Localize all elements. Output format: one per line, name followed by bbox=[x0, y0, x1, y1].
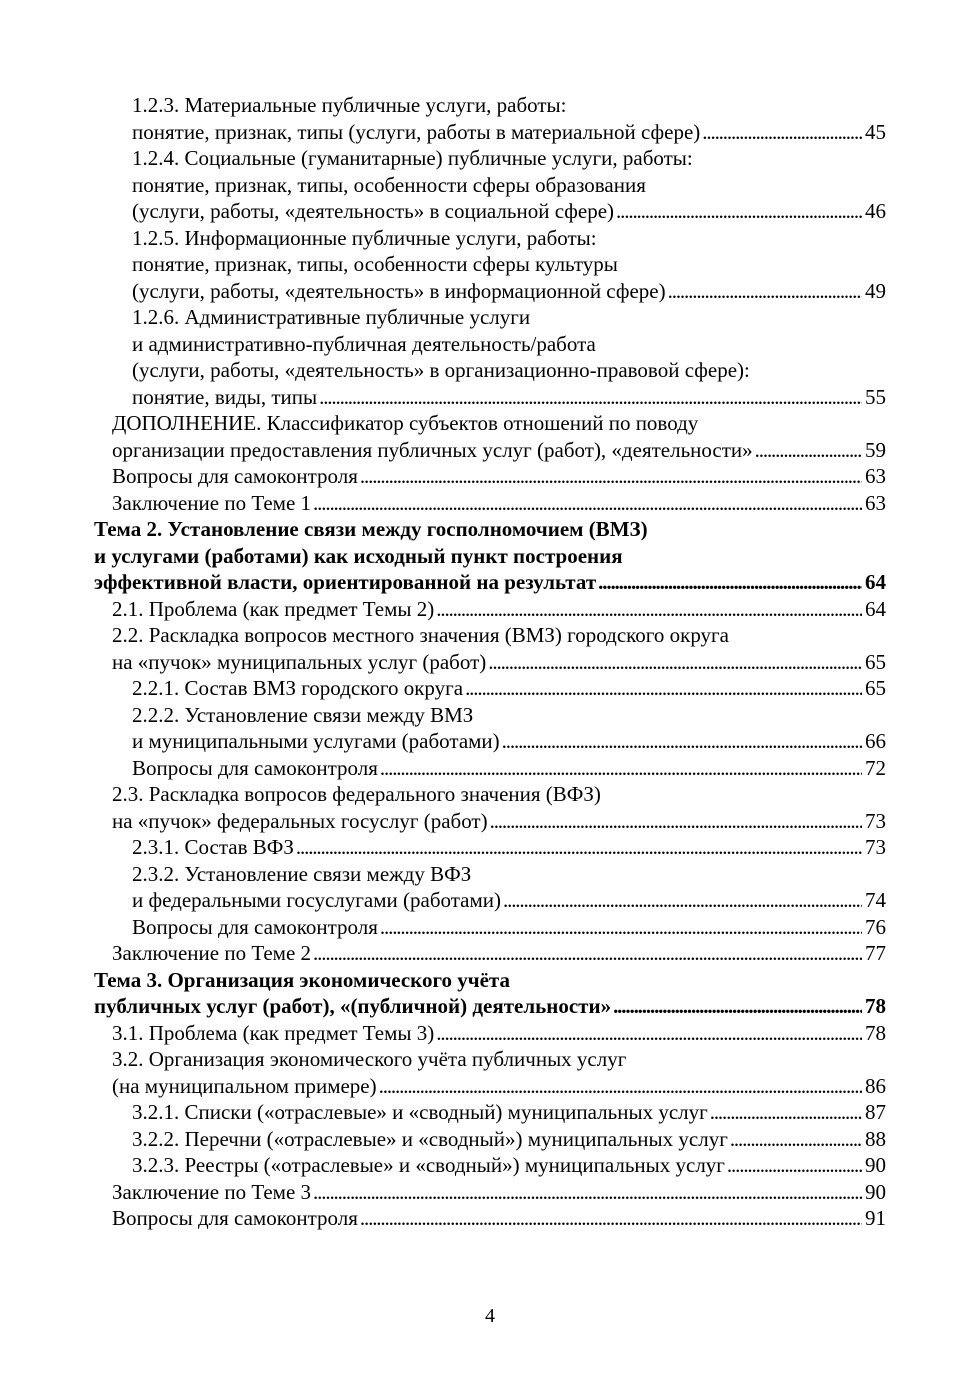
toc-entry-line bbox=[0, 172, 980, 199]
toc-dot-leader bbox=[613, 993, 862, 1020]
toc-dot-leader bbox=[488, 649, 862, 676]
toc-entry bbox=[0, 198, 980, 225]
toc-entry-line bbox=[0, 543, 980, 570]
toc-entry bbox=[0, 675, 980, 702]
toc-entry-title: Вопросы для самоконтроля bbox=[112, 1206, 358, 1230]
toc-entry bbox=[0, 463, 980, 490]
toc-page-number: 88 bbox=[865, 1126, 886, 1151]
toc-entry bbox=[0, 755, 980, 782]
toc-entry-line bbox=[0, 1046, 980, 1073]
toc-entry-title: 3.2.3. Реестры («отраслевые» и «сводный») муниципальных услуг bbox=[132, 1153, 725, 1177]
toc-entry-line bbox=[0, 225, 980, 252]
toc-page-number: 46 bbox=[865, 199, 886, 223]
toc-dot-leader bbox=[436, 1020, 862, 1047]
toc-dot-leader bbox=[668, 278, 862, 305]
toc-entry bbox=[0, 649, 980, 676]
toc-entry bbox=[0, 1205, 980, 1232]
toc-dot-leader bbox=[730, 1126, 862, 1153]
toc-entry-line bbox=[0, 304, 980, 331]
toc-entry-title: Вопросы для самоконтроля bbox=[132, 914, 378, 939]
toc-dot-leader bbox=[465, 675, 862, 702]
toc-entry-title: и федеральными госуслугами (работами) bbox=[132, 888, 501, 912]
toc-page-number: 72 bbox=[865, 755, 886, 780]
toc-entry-title: понятие, виды, типы bbox=[132, 384, 318, 409]
toc-entry bbox=[0, 808, 980, 835]
toc-entry-title: и муниципальными услугами (работами) bbox=[132, 729, 500, 753]
toc-entry-title: Заключение по Теме 1 bbox=[112, 490, 312, 515]
toc-entry-line bbox=[0, 781, 980, 808]
toc-entry bbox=[0, 119, 980, 146]
toc-entry-title: на «пучок» федеральных госуслуг (работ) bbox=[112, 808, 488, 833]
toc-entry bbox=[0, 437, 980, 464]
toc-entry-title: Заключение по Теме 2 bbox=[112, 941, 312, 965]
toc-entry bbox=[0, 569, 980, 596]
toc-entry-title: организации предоставления публичных услуг (работ), «деятельности» bbox=[112, 437, 753, 462]
toc-entry-title: понятие, признак, типы, особенности сферы культуры bbox=[132, 252, 618, 276]
toc-entry-title: 3.1. Проблема (как предмет Темы 3) bbox=[112, 1020, 435, 1045]
toc-entry-line bbox=[0, 92, 980, 119]
toc-entry-title: 2.1. Проблема (как предмет Темы 2) bbox=[112, 596, 435, 621]
toc-dot-leader bbox=[502, 728, 862, 755]
toc-entry bbox=[0, 940, 980, 967]
toc-entry-title: (услуги, работы, «деятельность» в социальной сфере) bbox=[132, 199, 615, 223]
toc-entry bbox=[0, 1020, 980, 1047]
toc-page-number: 74 bbox=[865, 888, 886, 912]
toc-dot-leader bbox=[313, 490, 862, 517]
toc-page-number: 86 bbox=[865, 1073, 886, 1098]
toc-entry bbox=[0, 1126, 980, 1153]
toc-dot-leader bbox=[313, 1179, 862, 1206]
toc-page-number: 65 bbox=[865, 649, 886, 674]
toc-entry bbox=[0, 728, 980, 755]
toc-dot-leader bbox=[379, 1073, 862, 1100]
table-of-contents bbox=[0, 92, 980, 1232]
toc-entry bbox=[0, 887, 980, 914]
toc-entry bbox=[0, 914, 980, 941]
toc-page-number: 90 bbox=[865, 1179, 886, 1204]
toc-dot-leader bbox=[360, 1205, 862, 1232]
toc-entry-title: 3.2. Организация экономического учёта публичных услуг bbox=[112, 1047, 627, 1071]
toc-dot-leader bbox=[319, 384, 862, 411]
toc-entry-line bbox=[0, 967, 980, 994]
toc-entry-title: 1.2.4. Социальные (гуманитарные) публичные услуги, работы: bbox=[132, 146, 693, 170]
toc-entry-title: эффективной власти, ориентированной на результат bbox=[94, 570, 597, 594]
toc-entry-title: (услуги, работы, «деятельность» в организационно-правовой сфере): bbox=[132, 358, 750, 382]
toc-entry bbox=[0, 1179, 980, 1206]
toc-entry-title: и административно-публичная деятельность/работа bbox=[132, 331, 596, 356]
toc-dot-leader bbox=[380, 914, 862, 941]
toc-entry-title: ДОПОЛНЕНИЕ. Классификатор субъектов отношений по поводу bbox=[112, 411, 699, 435]
toc-page-number: 73 bbox=[865, 808, 886, 833]
toc-dot-leader bbox=[436, 596, 862, 623]
toc-entry-line bbox=[0, 251, 980, 278]
toc-entry bbox=[0, 490, 980, 517]
toc-entry-line bbox=[0, 702, 980, 729]
toc-entry bbox=[0, 1073, 980, 1100]
toc-dot-leader bbox=[755, 437, 862, 464]
toc-entry-title: 2.3. Раскладка вопросов федерального значения (ВФЗ) bbox=[112, 782, 601, 806]
toc-page-number: 63 bbox=[865, 464, 886, 488]
toc-dot-leader bbox=[710, 1099, 862, 1126]
toc-page-number: 87 bbox=[865, 1100, 886, 1124]
toc-entry-title: 1.2.5. Информационные публичные услуги, работы: bbox=[132, 225, 597, 250]
toc-dot-leader bbox=[616, 198, 862, 225]
toc-entry-title: 1.2.6. Административные публичные услуги bbox=[132, 305, 531, 329]
toc-dot-leader bbox=[313, 940, 862, 967]
toc-page-number: 66 bbox=[865, 729, 886, 753]
toc-entry-title: 2.2.2. Установление связи между ВМЗ bbox=[132, 702, 474, 727]
toc-entry-title: Вопросы для самоконтроля bbox=[112, 464, 358, 488]
toc-entry-line bbox=[0, 516, 980, 543]
toc-page-number: 63 bbox=[865, 490, 886, 515]
toc-entry bbox=[0, 834, 980, 861]
toc-page-number: 59 bbox=[865, 437, 886, 462]
toc-entry-title: Тема 2. Установление связи между госполномочием (ВМЗ) bbox=[94, 517, 648, 541]
toc-entry bbox=[0, 596, 980, 623]
toc-page-number: 55 bbox=[865, 384, 886, 409]
toc-page-number: 91 bbox=[865, 1206, 886, 1230]
toc-dot-leader bbox=[702, 119, 862, 146]
toc-entry-title: (услуги, работы, «деятельность» в информационной сфере) bbox=[132, 278, 666, 303]
toc-page-number: 77 bbox=[865, 941, 886, 965]
toc-entry-line bbox=[0, 622, 980, 649]
toc-page-number: 78 bbox=[865, 994, 886, 1018]
toc-entry bbox=[0, 1152, 980, 1179]
toc-entry-title: 2.2.1. Состав ВМЗ городского округа bbox=[132, 676, 464, 700]
toc-entry-line bbox=[0, 861, 980, 888]
page-number: 4 bbox=[485, 1305, 495, 1327]
toc-dot-leader bbox=[360, 463, 862, 490]
toc-entry-title: 2.3.2. Установление связи между ВФЗ bbox=[132, 861, 472, 886]
toc-page-number: 49 bbox=[865, 278, 886, 303]
toc-entry-title: 2.3.1. Состав ВФЗ bbox=[132, 835, 294, 859]
toc-entry-title: (на муниципальном примере) bbox=[112, 1073, 377, 1098]
toc-entry-line bbox=[0, 331, 980, 358]
toc-entry bbox=[0, 278, 980, 305]
toc-entry-line bbox=[0, 410, 980, 437]
toc-entry-title: на «пучок» муниципальных услуг (работ) bbox=[112, 649, 487, 674]
toc-entry-line bbox=[0, 145, 980, 172]
toc-entry-title: Вопросы для самоконтроля bbox=[132, 755, 378, 780]
toc-entry bbox=[0, 384, 980, 411]
toc-page-number: 64 bbox=[865, 570, 886, 594]
toc-entry-line bbox=[0, 357, 980, 384]
toc-entry-title: 1.2.3. Материальные публичные услуги, работы: bbox=[132, 93, 567, 117]
toc-page-number: 90 bbox=[865, 1153, 886, 1177]
toc-entry-title: Заключение по Теме 3 bbox=[112, 1179, 312, 1204]
toc-entry-title: 3.2.1. Списки («отраслевые» и «сводный) муниципальных услуг bbox=[132, 1100, 708, 1124]
toc-dot-leader bbox=[503, 887, 862, 914]
toc-dot-leader bbox=[598, 569, 862, 596]
toc-dot-leader bbox=[380, 755, 862, 782]
toc-entry-title: публичных услуг (работ), «(публичной) деятельности» bbox=[94, 994, 612, 1018]
toc-page-number: 76 bbox=[865, 914, 886, 939]
toc-dot-leader bbox=[296, 834, 862, 861]
toc-page-number: 65 bbox=[865, 676, 886, 700]
toc-entry-title: Тема 3. Организация экономического учёта bbox=[94, 967, 511, 992]
toc-entry bbox=[0, 993, 980, 1020]
toc-entry-title: 3.2.2. Перечни («отраслевые» и «сводный») муниципальных услуг bbox=[132, 1126, 728, 1151]
toc-dot-leader bbox=[727, 1152, 862, 1179]
toc-entry-title: 2.2. Раскладка вопросов местного значения (ВМЗ) городского округа bbox=[112, 623, 729, 647]
toc-entry bbox=[0, 1099, 980, 1126]
toc-page-number: 73 bbox=[865, 835, 886, 859]
toc-entry-title: и услугами (работами) как исходный пункт построения bbox=[94, 543, 623, 568]
toc-entry-title: понятие, признак, типы (услуги, работы в материальной сфере) bbox=[132, 119, 701, 144]
toc-entry-title: понятие, признак, типы, особенности сферы образования bbox=[132, 172, 646, 197]
toc-page-number: 64 bbox=[865, 596, 886, 621]
toc-dot-leader bbox=[490, 808, 862, 835]
toc-page-number: 45 bbox=[865, 119, 886, 144]
toc-page-number: 78 bbox=[865, 1020, 886, 1045]
